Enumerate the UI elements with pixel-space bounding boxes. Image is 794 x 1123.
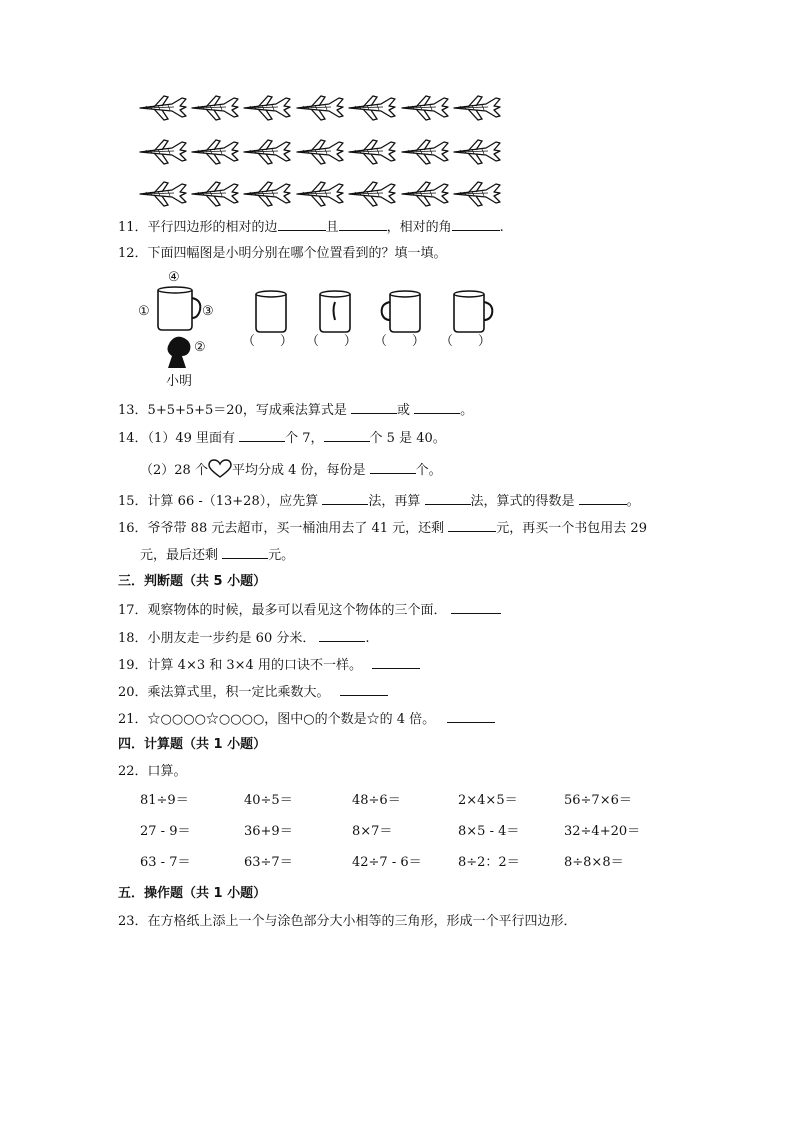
airplane-icon [190, 180, 240, 208]
question-number: 22． [118, 764, 148, 779]
position-label-4: ④ [168, 270, 180, 285]
question-text: 个 7， [285, 431, 324, 446]
answer-paren[interactable]: （ ） [242, 334, 293, 349]
question-text: 个。 [415, 463, 442, 478]
question-20 [118, 683, 388, 701]
airplane-grid [138, 94, 508, 210]
cup-view-front [252, 290, 292, 334]
question-text: 且 [325, 220, 339, 235]
question-number: 21． [118, 712, 148, 727]
question-number: 12． [118, 246, 148, 261]
question-text: 元，再买一个书包用去 29 [496, 521, 647, 536]
calc-item: 81÷9＝ [140, 793, 189, 808]
answer-blank[interactable] [340, 683, 388, 696]
calc-item: 48÷6＝ [352, 793, 401, 808]
question-number: 23． [118, 914, 148, 929]
question-text: 下面四幅图是小明分别在哪个位置看到的？填一填。 [147, 246, 447, 261]
question-14-part-1 [118, 429, 446, 447]
calc-item: 8÷8×8＝ [564, 855, 624, 870]
airplane-icon [190, 94, 240, 122]
question-text: （2）28 个 [140, 463, 208, 478]
position-label-2: ② [194, 340, 206, 355]
question-text: 元。 [268, 548, 295, 563]
question-number: 20． [118, 685, 148, 700]
question-text: 爷爷带 88 元去超市，买一桶油用去了 41 元，还剩 [147, 521, 449, 536]
question-number: 14． [118, 431, 148, 446]
question-text: （1）49 里面有 [147, 431, 240, 446]
cup-view-left-handle [378, 290, 428, 334]
answer-blank[interactable] [322, 492, 368, 505]
question-23 [118, 914, 577, 930]
calc-item: 40÷5＝ [244, 793, 293, 808]
question-text: 元，最后还剩 [140, 548, 223, 563]
question-11 [118, 218, 504, 236]
question-text: 。 [626, 494, 640, 509]
calc-item: 63÷7＝ [244, 855, 293, 870]
section-title: 五．操作题（共 1 小题） [118, 886, 267, 901]
question-17 [118, 601, 501, 619]
calc-item: 8÷2：2＝ [458, 855, 520, 870]
airplane-icon [347, 94, 397, 122]
question-number: 19． [118, 658, 148, 673]
calc-item: 8×7＝ [352, 824, 393, 839]
airplane-icon [347, 180, 397, 208]
question-text: 在方格纸上添上一个与涂色部分大小相等的三角形，形成一个平行四边形． [147, 914, 577, 929]
person-label: 小明 [166, 374, 193, 389]
answer-blank[interactable] [239, 429, 285, 442]
question-text: 法，算式的得数是 [470, 494, 579, 509]
answer-blank[interactable] [372, 656, 420, 669]
airplane-icon [400, 94, 450, 122]
question-text: 。 [460, 403, 474, 418]
question-text: 计算 66 -（13+28），应先算 [147, 494, 323, 509]
airplane-icon [138, 180, 188, 208]
calc-item: 63 - 7＝ [140, 855, 191, 870]
question-number: 11． [118, 220, 148, 235]
airplane-row [138, 94, 508, 124]
calc-item: 56÷7×6＝ [564, 793, 632, 808]
question-number: 17． [118, 603, 148, 618]
question-number: 15． [118, 494, 148, 509]
cup-icon [154, 286, 204, 332]
calc-item: 27 - 9＝ [140, 824, 191, 839]
answer-blank[interactable] [339, 218, 387, 231]
question-text: 法，再算 [368, 494, 425, 509]
airplane-icon [400, 180, 450, 208]
section-title: 三．判断题（共 5 小题） [118, 574, 267, 589]
airplane-icon [242, 94, 292, 122]
airplane-icon [242, 138, 292, 166]
question-number: 18． [118, 631, 148, 646]
decor-mark [140, 338, 143, 354]
answer-blank[interactable] [448, 519, 496, 532]
cup-view-right-handle [450, 290, 500, 334]
answer-blank[interactable] [319, 629, 365, 642]
airplane-icon [347, 138, 397, 166]
question-text: 观察物体的时候，最多可以看见这个物体的三个面． [147, 603, 447, 618]
question-text: ，相对的角 [386, 220, 452, 235]
heart-icon [208, 459, 232, 479]
airplane-icon [452, 180, 502, 208]
question-text: 平行四边形的相对的边 [147, 220, 278, 235]
section-title: 四．计算题（共 1 小题） [118, 737, 267, 752]
airplane-row [138, 180, 508, 210]
airplane-icon [190, 138, 240, 166]
answer-paren[interactable]: （ ） [440, 334, 491, 349]
calc-item: 42÷7 - 6＝ [352, 855, 422, 870]
airplane-icon [295, 138, 345, 166]
question-text: 乘法算式里，积一定比乘数大。 [147, 685, 330, 700]
airplane-icon [295, 180, 345, 208]
position-label-1: ① [138, 304, 150, 319]
cup-view-back [316, 290, 356, 334]
answer-blank[interactable] [452, 218, 500, 231]
airplane-icon [452, 138, 502, 166]
calc-item: 8×5 - 4＝ [458, 824, 520, 839]
answer-blank[interactable] [451, 601, 501, 614]
question-text: 5+5+5+5＝20，写成乘法算式是 [147, 403, 351, 418]
question-text: 或 [396, 403, 415, 418]
question-14-part-2 [140, 459, 442, 479]
answer-blank[interactable] [414, 401, 460, 414]
question-text: 小朋友走一步约是 60 分米． [147, 631, 316, 646]
calc-item: 36+9＝ [244, 824, 293, 839]
question-number: 16． [118, 521, 148, 536]
airplane-icon [452, 94, 502, 122]
question-text: 平均分成 4 份，每份是 [231, 463, 370, 478]
calc-item: 2×4×5＝ [458, 793, 518, 808]
answer-paren[interactable]: （ ） [374, 334, 425, 349]
question-21 [118, 710, 495, 728]
question-text: . [499, 220, 504, 235]
question-text: . [365, 631, 370, 646]
question-16-line-1 [118, 519, 647, 537]
answer-blank[interactable] [222, 546, 268, 559]
calc-item: 32÷4+20＝ [564, 824, 641, 839]
question-text: ☆○○○○☆○○○○，图中○的个数是☆的 4 倍。 [147, 712, 436, 727]
answer-blank[interactable] [351, 401, 397, 414]
question-text: 个 5 是 40。 [369, 431, 446, 446]
airplane-row [138, 138, 508, 168]
cup-views-figure [138, 270, 498, 394]
position-label-3: ③ [202, 304, 214, 319]
airplane-icon [138, 138, 188, 166]
answer-blank[interactable] [370, 461, 416, 474]
person-icon [162, 334, 196, 370]
airplane-icon [295, 94, 345, 122]
question-15 [118, 492, 640, 510]
question-18 [118, 629, 370, 647]
answer-blank[interactable] [425, 492, 471, 505]
answer-blank[interactable] [579, 492, 627, 505]
answer-blank[interactable] [278, 218, 326, 231]
question-number: 13． [118, 403, 148, 418]
question-12 [118, 246, 447, 262]
answer-paren[interactable]: （ ） [306, 334, 357, 349]
question-text: 计算 4×3 和 3×4 用的口诀不一样。 [147, 658, 362, 673]
airplane-icon [400, 138, 450, 166]
answer-blank[interactable] [447, 710, 495, 723]
answer-blank[interactable] [324, 429, 370, 442]
question-22 [118, 764, 187, 780]
question-13 [118, 401, 473, 419]
question-text: 口算。 [147, 764, 187, 779]
question-19 [118, 656, 420, 674]
airplane-icon [138, 94, 188, 122]
question-16-line-2 [140, 546, 294, 564]
airplane-icon [242, 180, 292, 208]
